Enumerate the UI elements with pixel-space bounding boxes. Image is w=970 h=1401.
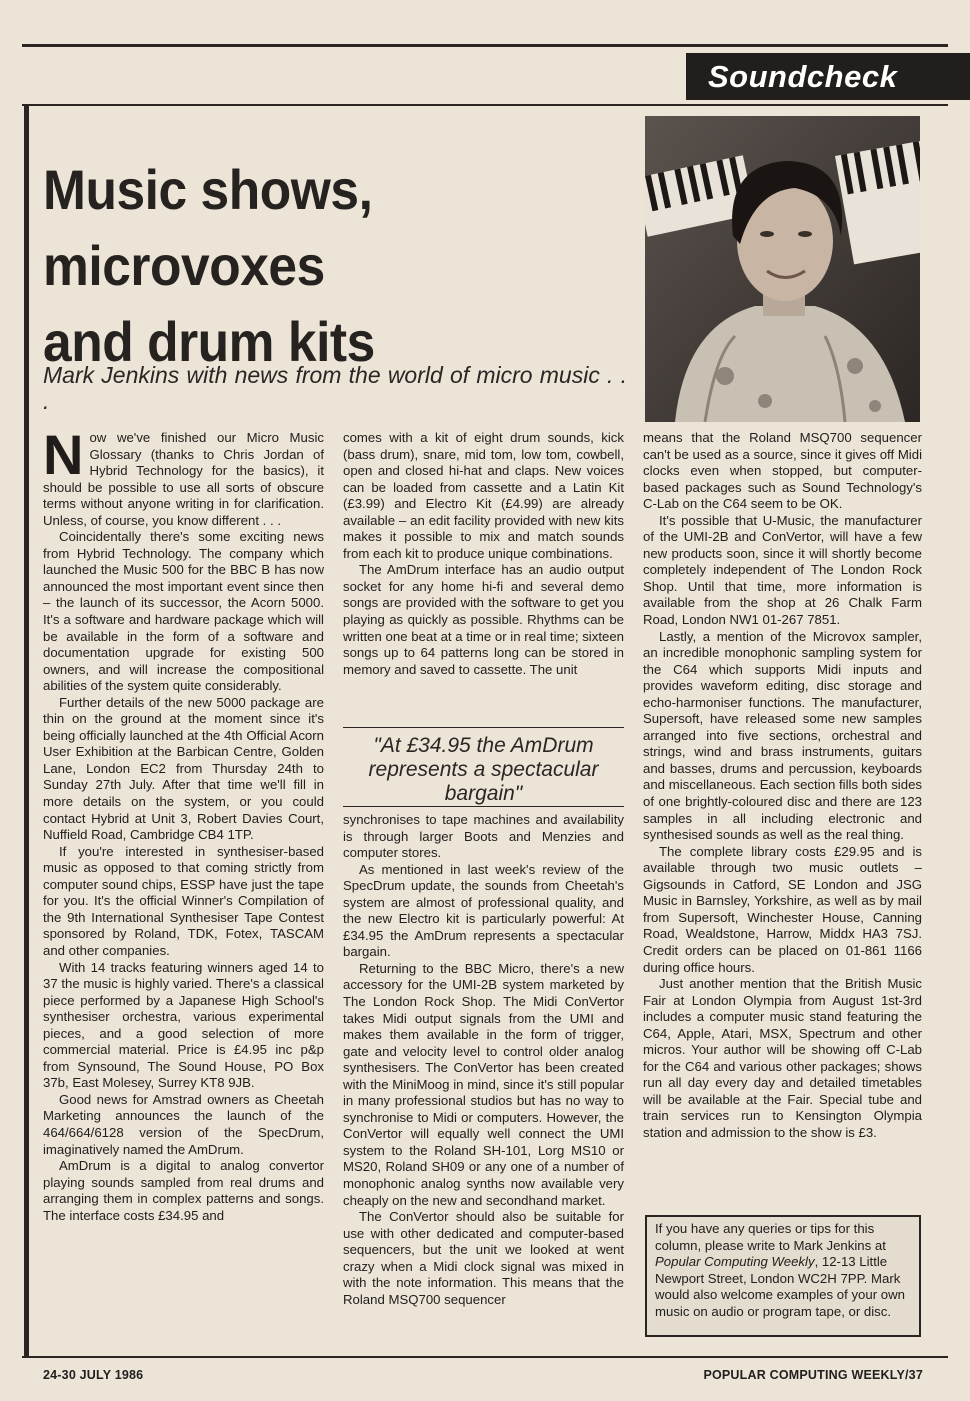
author-photo bbox=[645, 116, 920, 422]
lead-paragraph bbox=[43, 423, 324, 529]
paragraph: As mentioned in last week's review of the SpecDrum update, the sounds from Cheetah's system are almost of professional quality, and the new Electro kit is particularly powerful: At £34.95 the AmDrum represents a spectacular bargain. bbox=[343, 861, 624, 960]
paragraph: Good news for Amstrad owners as Cheetah Marketing announces the launch of the 464/664/6128 version of the SpecDrum, imaginatively named the AmDrum. bbox=[43, 1091, 324, 1157]
pull-quote: "At £34.95 the AmDrum represents a spectacular bargain" bbox=[343, 727, 624, 807]
paragraph: means that the Roland MSQ700 sequencer can't be used as a source, since it gives off Midi clocks even when stopped, but computer-based packages such as Sound Technology's C-Lab on the C64 seem to be OK. bbox=[643, 430, 922, 512]
info-box-text-after: , 12-13 Little Newport Street, London WC2H 7PP. Mark would also welcome examples of your own music on audio or program tape, or disc. bbox=[655, 1254, 905, 1319]
body-column-1 bbox=[43, 423, 324, 1224]
headline-line-1: Music shows, microvoxes bbox=[43, 158, 373, 297]
body-column-2-top bbox=[343, 430, 624, 678]
body-column-3 bbox=[643, 430, 922, 1142]
headline-line-2: and drum kits bbox=[43, 310, 375, 373]
paragraph: Lastly, a mention of the Microvox sampler, an incredible monophonic sampling system for the C64 which supports Midi inputs and provides waveform editing, disc storage and echo-harmoniser functions. The manufacturer, Supersoft, have released some new samples arranged into five sections, orchestral and strings, wind and brass instruments, guitars and basses, drums and percussion, keyboards and miscellaneous. Each section fills both sides of one brightly-coloured disc and there are 123 samples in all including electronic and synthesised sounds as well as the real thing. bbox=[643, 628, 922, 843]
paragraph: Further details of the new 5000 package are thin on the ground at the moment since it's being officially launched at the 4th Official Acorn User Exhibition at the Barbican Centre, Golden Lane, London EC2 from Thursday 24th to Sunday 27th July. After that time we'll fill in more details on the system, or you could contact Hybrid at Unit 3, Robert Davies Court, Nuffield Road, Cambridge CB4 1TP. bbox=[43, 694, 324, 843]
page-footer: POPULAR COMPUTING WEEKLY/37 bbox=[703, 1368, 923, 1382]
bottom-rule bbox=[22, 1356, 948, 1358]
paragraph: The complete library costs £29.95 and is available through two music outlets – Gigsounds in Catford, SE London and JSG Music in Barnsley, Yorkshire, as well as by mail from Supersoft, Winchester House, Canning Road, Wealdstone, Harrow, Middx HA3 7SJ. Credit orders can be placed on 01-861 1166 during office hours. bbox=[643, 843, 922, 975]
paragraph: comes with a kit of eight drum sounds, kick (bass drum), snare, mid tom, low tom, cowbell, open and closed hi-hat and claps. New voices can be loaded from cassette and a Latin Kit (£3.99) and Electro Kit (£4.99) are already available – an edit facility provided with new kits makes it possible to mix and match sounds from each kit to produce unique combinations. bbox=[343, 430, 624, 561]
paragraph: It's possible that U-Music, the manufacturer of the UMI-2B and ConVertor, will have a few new products soon, since it will shortly become completely independent of The London Rock Shop. Until that time, more information is available from the shop at 26 Chalk Farm Road, London NW1 01-267 7851. bbox=[643, 512, 922, 628]
issue-date: 24-30 JULY 1986 bbox=[43, 1368, 144, 1382]
contact-info-box bbox=[645, 1215, 921, 1337]
top-rule bbox=[22, 44, 948, 47]
paragraph: Returning to the BBC Micro, there's a new accessory for the UMI-2B system marketed by The London Rock Shop. The Midi ConVertor takes Midi output signals from the UMI and makes them available in the form of trigger, gate and velocity level to control older analog synthesisers. The ConVertor has been created with the MiniMoog in mind, since it's still popular in many professional studios but has no way to synchronise to Midi or computers. However, the ConVertor will equally well connect the UMI system to the Roland SH-101, Lorg MS10 or MS20, Roland SH09 or any one of a number of monophonic analog synths now available very cheaply on the new and secondhand market. bbox=[343, 960, 624, 1208]
paragraph: Coincidentally there's some exciting news from Hybrid Technology. The company which launched the Music 500 for the BBC B has now announced the most important event since then – the launch of its successor, the Acorn 5000. It's a software and hardware package which will be available in the form of a software and documentation upgrade for existing 500 owners, and will increase the compositional abilities of the system quite considerably. bbox=[43, 529, 324, 694]
paragraph: With 14 tracks featuring winners aged 14 to 37 the music is highly varied. There's a classical piece performed by a Japanese High School's synthesiser orchestra, various experimental pieces, and a good selection of more commercial material. Price is £4.95 inc p&p from Synsound, The Sound House, PO Box 37b, East Molesey, Surrey KT8 9JB. bbox=[43, 959, 324, 1091]
drop-cap: N bbox=[43, 423, 84, 486]
body-column-2-bottom bbox=[343, 812, 624, 1308]
headline bbox=[43, 152, 604, 380]
section-tag: Soundcheck bbox=[686, 53, 970, 100]
left-margin-bar bbox=[24, 106, 29, 1356]
standfirst: Mark Jenkins with news from the world of micro music . . . bbox=[43, 362, 627, 414]
paragraph: If you're interested in synthesiser-based music as opposed to that coming strictly from computer sound chips, ESSP have just the tape for you. It's the official Winner's Compilation of the 9th International Synthesiser Tape Contest sponsored by Roland, TDK, Fotex, TASCAM and other companies. bbox=[43, 843, 324, 958]
header-rule bbox=[22, 104, 948, 106]
paragraph: The ConVertor should also be suitable for use with other dedicated and computer-based sequencers, but the unit we looked at went crazy when a Midi clock signal was mixed in with the note information. This means that the Roland MSQ700 sequencer bbox=[343, 1209, 624, 1307]
paragraph: synchronises to tape machines and availability is through larger Boots and Menzies and computer stores. bbox=[343, 812, 624, 861]
lead-text: ow we've finished our Micro Music Glossary (thanks to Chris Jordan of Hybrid Technology for the basics), it should be possible to use all sorts of obscure terms without anyone writing in for clarification. Unless, of course, you know different . . . bbox=[43, 430, 324, 528]
paragraph: Just another mention that the British Music Fair at London Olympia from August 1st-3rd includes a computer music stand featuring the C64, Apple, Atari, MSX, Spectrum and other micros. Your author will be showing off C-Lab for the C64 and various other packages; shows run all day every day and detailed timetables will be available at the Fair. Special tube and train services run to Kensington Olympia station and admission to the show is £3. bbox=[643, 976, 922, 1140]
paragraph: The AmDrum interface has an audio output socket for any home hi-fi and several demo songs are provided with the software to get you playing as quickly as possible. Rhythms can be written one beat at a time or in real time; sixteen songs up to 64 patterns long can be stored in memory and saved to cassette. The unit bbox=[343, 562, 624, 677]
paragraph: AmDrum is a digital to analog convertor playing sounds sampled from real drums and arranging them in complex patterns and songs. The interface costs £34.95 and bbox=[43, 1158, 324, 1223]
info-box-text-before: If you have any queries or tips for this column, please write to Mark Jenkins at bbox=[655, 1221, 886, 1253]
author-photo-illustration bbox=[645, 116, 920, 422]
magazine-name: Popular Computing Weekly bbox=[655, 1254, 815, 1270]
